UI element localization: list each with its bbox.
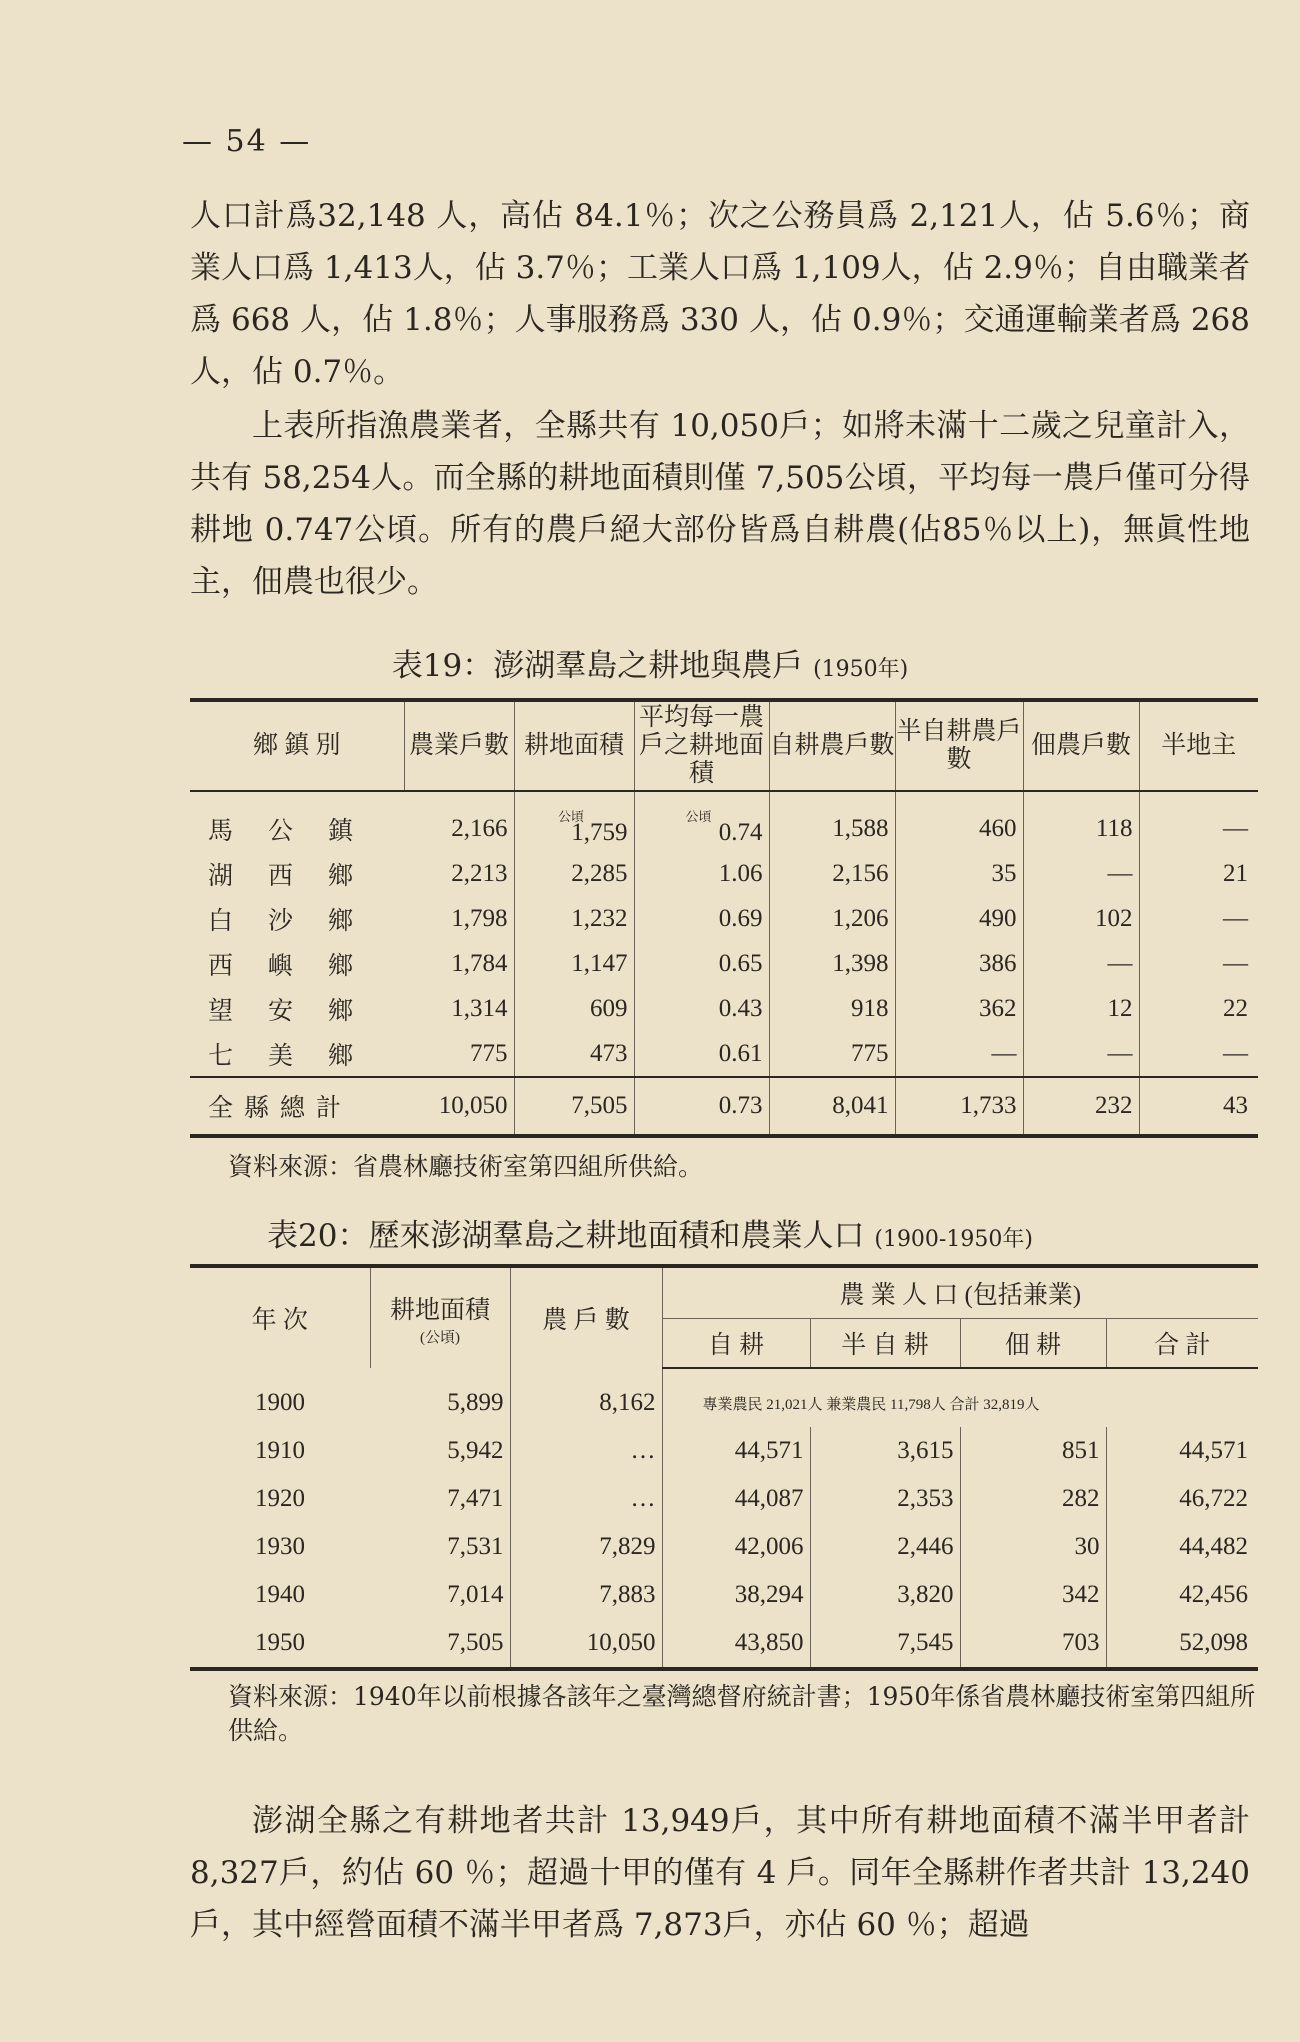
township-name: 西 嶼 鄉 [208, 952, 354, 980]
cell: … [510, 1427, 662, 1475]
cell: 851 [960, 1427, 1106, 1475]
t19-header-avg-area: 平均每一農戶之耕地面積 [634, 700, 769, 791]
cell: 8,162 [510, 1368, 662, 1427]
cell: 342 [960, 1571, 1106, 1619]
cell: 42,456 [1179, 1581, 1249, 1608]
cell: 362 [895, 986, 1023, 1031]
cell: 918 [769, 986, 895, 1031]
cell: 775 [769, 1031, 895, 1077]
cell: 609 [514, 986, 634, 1031]
cell: 7,883 [510, 1571, 662, 1619]
cell: 10,050 [510, 1619, 662, 1669]
t20-header-households: 農 戶 數 [510, 1266, 662, 1368]
table20-source: 資料來源：1940年以前根據各該年之臺灣總督府統計書；1950年係省農林廳技術室第四組所供給。 [228, 1682, 1256, 1745]
cell: 42,006 [662, 1523, 810, 1571]
cell: 1,314 [404, 986, 514, 1031]
table-row [190, 1368, 1258, 1427]
cell: — [1223, 904, 1248, 932]
table-row [190, 941, 1258, 986]
cell: 35 [895, 851, 1023, 896]
cell: — [1023, 1031, 1139, 1077]
cell: 38,294 [662, 1571, 810, 1619]
table20-title: 表20：歷來澎湖羣島之耕地面積和農業人口 [267, 1218, 865, 1254]
table19-farmland-households [190, 698, 1258, 1138]
cell: 0.43 [634, 986, 769, 1031]
cell: 22 [1223, 994, 1248, 1022]
cell: 43 [1139, 1077, 1258, 1136]
cell: 52,098 [1179, 1629, 1249, 1656]
table-row-total [190, 1077, 1258, 1136]
t20-header-owner: 自 耕 [662, 1319, 810, 1369]
year-cell: 1940 [255, 1581, 305, 1608]
cell: 460 [895, 791, 1023, 851]
table-row [190, 896, 1258, 941]
year-cell: 1920 [255, 1485, 305, 1512]
table19-year: (1950年) [813, 657, 909, 682]
table-row [190, 1475, 1258, 1523]
cell: 102 [1023, 896, 1139, 941]
table19-title: 表19：澎湖羣島之耕地與農戶 [391, 648, 804, 684]
cell: 1.06 [634, 851, 769, 896]
cell: 21 [1223, 859, 1248, 887]
cell: 44,087 [662, 1475, 810, 1523]
cell: 5,899 [370, 1368, 510, 1427]
cell: 0.61 [634, 1031, 769, 1077]
cell: 1,798 [404, 896, 514, 941]
t19-header-part-owner: 半自耕農戶數 [895, 700, 1023, 791]
table-row [190, 1523, 1258, 1571]
cell: 30 [960, 1523, 1106, 1571]
table20-year: (1900-1950年) [874, 1227, 1033, 1252]
township-name: 白 沙 鄉 [208, 907, 354, 935]
year-cell: 1930 [255, 1533, 305, 1560]
unit-label: 公頃 [685, 808, 712, 824]
population-note: 專業農民 21,021人 兼業農民 11,798人 合計 32,819人 [702, 1396, 1040, 1413]
table-row [190, 1427, 1258, 1475]
cell: 7,505 [370, 1619, 510, 1669]
cell: 10,050 [404, 1077, 514, 1136]
cell: 3,820 [810, 1571, 960, 1619]
cell: — [1223, 1039, 1248, 1067]
township-name: 湖 西 鄉 [208, 862, 354, 890]
year-cell: 1950 [255, 1629, 305, 1656]
total-label: 全 縣 總 計 [190, 1077, 404, 1136]
table20-historical-farmland [190, 1264, 1258, 1671]
cell: 2,353 [810, 1475, 960, 1523]
cell: 1,784 [404, 941, 514, 986]
cell: 490 [895, 896, 1023, 941]
cell: 8,041 [769, 1077, 895, 1136]
cell: 7,505 [514, 1077, 634, 1136]
year-cell: 1910 [255, 1437, 305, 1464]
cell: — [1223, 949, 1248, 977]
table19-caption [0, 640, 1300, 685]
cell: 7,531 [370, 1523, 510, 1571]
cell: … [510, 1475, 662, 1523]
unit-label: (公頃) [420, 1329, 460, 1346]
t20-header-population: 農 業 人 口 (包括兼業) [839, 1282, 1082, 1309]
t20-header-part-owner: 半 自 耕 [810, 1319, 960, 1369]
cell: 2,166 [404, 791, 514, 851]
cell: 0.65 [634, 941, 769, 986]
cell: 1,147 [514, 941, 634, 986]
cell: 2,213 [404, 851, 514, 896]
cell: 7,829 [510, 1523, 662, 1571]
cell: 1,588 [769, 791, 895, 851]
cell: 3,615 [810, 1427, 960, 1475]
cell: — [1223, 814, 1248, 842]
cell: 232 [1023, 1077, 1139, 1136]
table-row [190, 851, 1258, 896]
t19-header-owner: 自耕農戶數 [769, 700, 895, 791]
t20-header-year: 年 次 [190, 1266, 370, 1368]
table-row [190, 1619, 1258, 1669]
cell: 0.73 [634, 1077, 769, 1136]
cell: 282 [960, 1475, 1106, 1523]
t19-header-half-landlord: 半地主 [1139, 700, 1258, 791]
cell: — [1023, 941, 1139, 986]
cell: 386 [895, 941, 1023, 986]
cell: 7,471 [370, 1475, 510, 1523]
table-row [190, 1031, 1258, 1077]
table-row [190, 986, 1258, 1031]
cell: 46,722 [1179, 1485, 1249, 1512]
cell: 44,482 [1179, 1533, 1249, 1560]
year-cell: 1900 [255, 1388, 305, 1416]
table19-source: 資料來源：省農林廳技術室第四組所供給。 [228, 1152, 704, 1181]
t19-header-farm-households: 農業戶數 [404, 700, 514, 791]
paragraph-landholding: 澎湖全縣之有耕地者共計 13,949戶，其中所有耕地面積不滿半甲者計 8,327戶，約佔 60 ％；超過十甲的僅有 4 戶。同年全縣耕作者共計 13,240戶，其中經營面積不滿半甲者爲 7,873戶，亦佔 60 ％；超過 [190, 1803, 1250, 1943]
t20-header-tenant: 佃 耕 [960, 1319, 1106, 1369]
table20-caption [0, 1210, 1300, 1255]
cell: — [895, 1031, 1023, 1077]
cell: 12 [1023, 986, 1139, 1031]
cell: 公頃 0.74 [634, 791, 769, 851]
cell: 703 [960, 1619, 1106, 1669]
cell: 44,571 [1179, 1437, 1249, 1464]
cell: 473 [514, 1031, 634, 1077]
cell: 公頃 1,759 [514, 791, 634, 851]
cell: 7,545 [810, 1619, 960, 1669]
cell: 118 [1023, 791, 1139, 851]
t20-header-total: 合 計 [1106, 1319, 1258, 1369]
t19-header-area: 耕地面積 [514, 700, 634, 791]
cell: 775 [404, 1031, 514, 1077]
table-row [190, 1571, 1258, 1619]
t19-header-tenant: 佃農戶數 [1023, 700, 1139, 791]
township-name: 七 美 鄉 [208, 1042, 354, 1070]
cell: 1,733 [895, 1077, 1023, 1136]
cell: 44,571 [662, 1427, 810, 1475]
cell: 5,942 [370, 1427, 510, 1475]
cell: 7,014 [370, 1571, 510, 1619]
table-row [190, 791, 1258, 851]
cell: 1,232 [514, 896, 634, 941]
cell: 1,398 [769, 941, 895, 986]
paragraph-occupations: 人口計爲32,148 人，高佔 84.1％；次之公務員爲 2,121人，佔 5.6％；商業人口爲 1,413人，佔 3.7％；工業人口爲 1,109人，佔 2.9％；自由職業者爲 668 人，佔 1.8％；人事服務爲 330 人，佔 0.9％；交通運輸業者爲 268 人，佔 0.7％。 [190, 198, 1250, 390]
cell: 2,285 [514, 851, 634, 896]
cell: 0.69 [634, 896, 769, 941]
cell: — [1023, 851, 1139, 896]
township-name: 望 安 鄉 [208, 997, 354, 1025]
page-number: — 54 — [182, 124, 312, 159]
paragraph-farm-households: 上表所指漁農業者，全縣共有 10,050戶；如將未滿十二歲之兒童計入，共有 58,254人。而全縣的耕地面積則僅 7,505公頃，平均每一農戶僅可分得耕地 0.747公頃。所有的農戶絕大部份皆爲自耕農(佔85％以上)，無眞性地主，佃農也很少。 [190, 408, 1250, 600]
cell: 2,446 [810, 1523, 960, 1571]
t19-header-township: 鄉 鎮 別 [190, 700, 404, 791]
township-name: 馬 公 鎮 [208, 817, 354, 845]
unit-label: 公頃 [557, 808, 584, 824]
cell: 43,850 [662, 1619, 810, 1669]
cell: 1,206 [769, 896, 895, 941]
t20-header-area: 耕地面積 (公頃) [370, 1266, 510, 1368]
cell: 2,156 [769, 851, 895, 896]
